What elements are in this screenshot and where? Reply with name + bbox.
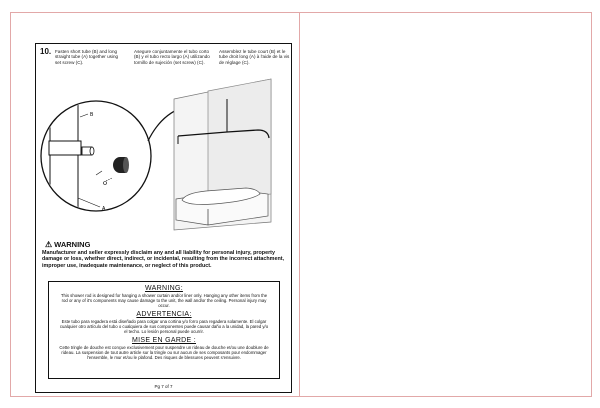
notice-text-spanish: Este tubo para regadera está diseñado para colgar una cortina y/o forro para regadera solamente. El colgar cualquier otro artículo del tubo o cualquiera de sus componentes puede causar daño a la unidad, la pared y/o el techo. Lo lesión personal puede ocurrir.: [59, 319, 269, 334]
notice-heading-spanish: ADVERTENCIA:: [136, 311, 192, 318]
notice-text-english: This shower rod is designed for hanging a shower curtain and/or liner only. Hanging any other items from the rod or any of it's components may cause damage to the unit, the wall and/or the ceiling. Personal injury may occur.: [60, 293, 268, 308]
set-screw-icon: [113, 157, 129, 173]
left-page: [10, 12, 300, 397]
detail-magnifier: [41, 94, 151, 219]
warning-body: Manufacturer and seller expressly disclaim any and all liability for personal injury, property damage or loss, whether direct, indirect, or incidental, resulting from the incorrect attachment, improper use, inadequate maintenance, or neglect of this product.: [42, 250, 285, 269]
notice-heading-english: WARNING:: [145, 285, 183, 292]
warning-title: WARNING: [54, 240, 91, 249]
step-number: 10.: [40, 47, 52, 56]
notice-heading-french: MISE EN GARDE :: [131, 337, 196, 344]
warning-heading: [45, 240, 90, 249]
notice-box: [48, 281, 280, 379]
notice-text-french: Cette tringle de douche est conçue exclusivement pour suspendre un rideau de douche et/ou une doublure de rideau. La suspension de tout autre article sur la tringle ou sur aucun de ses composants pour endommager l'ensemble, le mur et/ou le plafond. Des risques de blessures peuvent s'ensuivre.: [59, 345, 269, 360]
assembly-illustration: [36, 44, 293, 244]
page-number: Pg 7 of 7: [154, 384, 173, 389]
warning-triangle-icon: ⚠: [45, 240, 53, 249]
bathtub-scene: [174, 79, 271, 230]
step-text-french: Assemblez le tube court (B) et le tube droit long (A) à l'aide de la vis de réglage (C).: [219, 49, 290, 65]
right-page-blank: [300, 12, 592, 397]
callout-b: B: [90, 112, 94, 118]
step-text-english: Fasten short tube (B) and long straight tube (A) together using set screw (C).: [55, 49, 119, 65]
instruction-sheet: [35, 43, 292, 393]
step-text-spanish: Asegure conjuntamente el tubo corto (B) y el tubo recto largo (A) utilizando tornillo de sujeción (set screw) (C).: [134, 49, 210, 65]
callout-a: A: [102, 206, 106, 212]
